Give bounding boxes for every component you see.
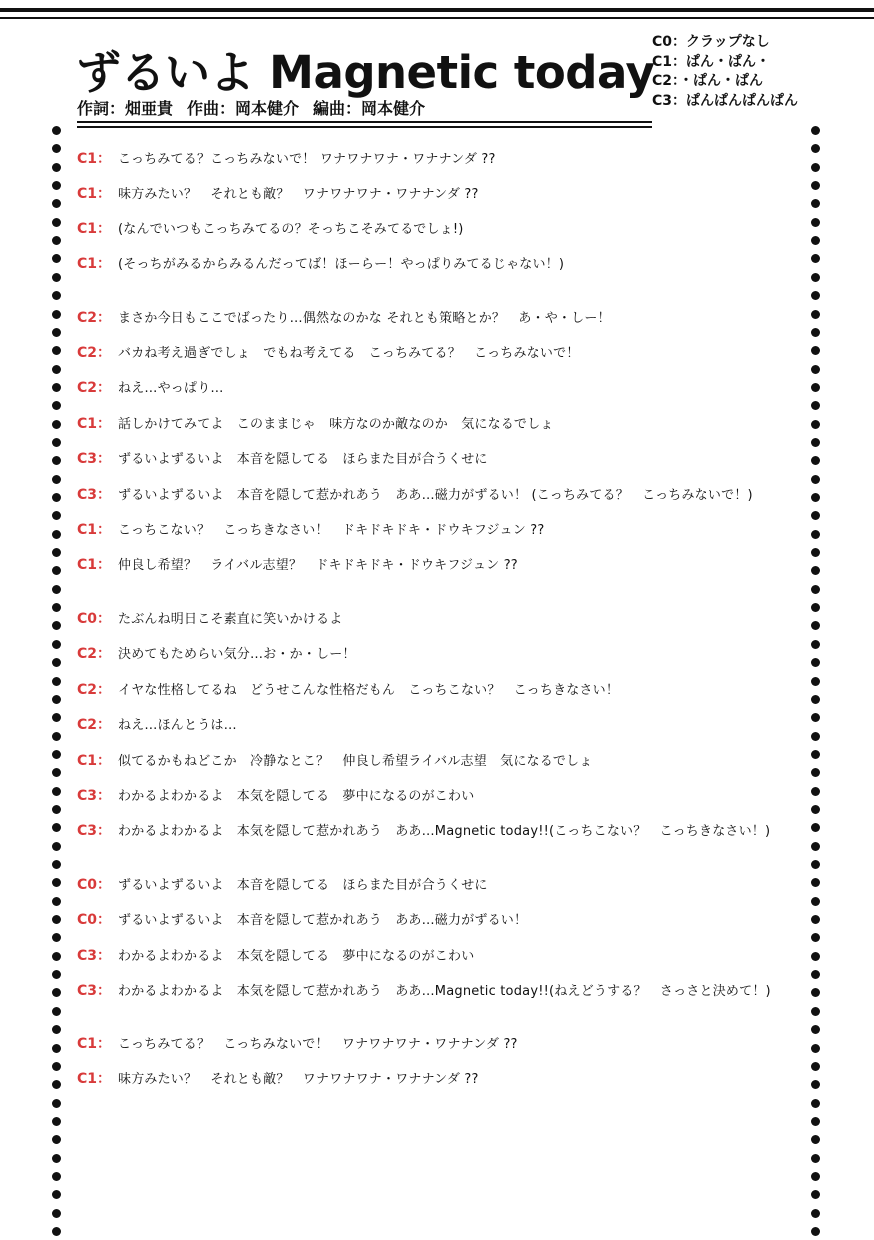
clap-tag: C3：: [77, 451, 112, 467]
clap-tag: C0：: [77, 611, 112, 627]
lyric-line: [77, 1068, 479, 1088]
border-dot: [52, 860, 61, 869]
border-dot: [811, 291, 820, 300]
border-dot: [52, 805, 61, 814]
header-rule-lower: [77, 126, 652, 128]
clap-tag: C3：: [77, 823, 112, 839]
border-dot: [52, 842, 61, 851]
lyric-line: [77, 413, 553, 433]
border-dot: [811, 420, 820, 429]
lyric-text: ねえ…やっぱり…: [118, 381, 224, 396]
border-dot: [811, 1154, 820, 1163]
border-dot: [811, 823, 820, 832]
lyric-text: わかるよわかるよ 本気を隠してる 夢中になるのがこわい: [118, 949, 475, 964]
border-dot: [52, 438, 61, 447]
border-dot: [52, 695, 61, 704]
border-dot: [811, 273, 820, 282]
clap-tag: C1：: [77, 1036, 112, 1052]
border-dot: [52, 511, 61, 520]
border-dot: [811, 1044, 820, 1053]
clap-tag: C1：: [77, 256, 112, 272]
lyric-text: ねえ…ほんとうは…: [118, 718, 237, 733]
lyric-text: 似てるかもねどこか 冷静なとこ？ 仲良し希望ライバル志望 気になるでしょ: [118, 754, 593, 769]
left-dotted-border: [52, 0, 61, 1240]
lyric-line: [77, 218, 464, 238]
lyric-line: [77, 909, 527, 929]
border-dot: [52, 420, 61, 429]
lyric-text: バカね考え過ぎでしょ でもね考えてる こっちみてる？ こっちみないで！: [118, 346, 580, 361]
border-dot: [811, 768, 820, 777]
lyric-line: [77, 448, 488, 468]
border-dot: [52, 677, 61, 686]
border-dot: [811, 1007, 820, 1016]
lyric-text: (なんでいつもこっちみてるの？そっちこそみてるでしょ!): [118, 222, 464, 237]
border-dot: [811, 511, 820, 520]
clap-tag: C3：: [77, 948, 112, 964]
clap-tag: C1：: [77, 522, 112, 538]
border-dot: [52, 585, 61, 594]
lyric-line: [77, 183, 479, 203]
lyricist-credit: 作詞：畑亜貴: [77, 99, 174, 118]
border-dot: [52, 365, 61, 374]
border-dot: [52, 970, 61, 979]
border-dot: [52, 603, 61, 612]
lyric-text: こっちみてる？こっちみないで！ ワナワナワナ・ワナナンダ ??: [118, 152, 496, 167]
border-dot: [811, 310, 820, 319]
border-dot: [811, 805, 820, 814]
lyric-line: [77, 945, 474, 965]
right-dotted-border: [811, 0, 820, 1240]
lyric-line: [77, 820, 770, 840]
clap-tag: C1：: [77, 221, 112, 237]
border-dot: [811, 860, 820, 869]
border-dot: [52, 383, 61, 392]
top-rule-thin: [0, 17, 874, 19]
border-dot: [811, 254, 820, 263]
border-dot: [52, 621, 61, 630]
border-dot: [811, 677, 820, 686]
border-dot: [811, 1172, 820, 1181]
clap-tag: C2：: [77, 345, 112, 361]
legend-item-c1: C1：ぱん・ぱん・: [652, 53, 771, 70]
lyric-line: [77, 679, 619, 699]
border-dot: [811, 456, 820, 465]
legend-item-c0: C0：クラップなし: [652, 34, 770, 50]
border-dot: [52, 328, 61, 337]
border-dot: [52, 1025, 61, 1034]
lyric-text: 味方みたい？ それとも敵？ ワナワナワナ・ワナナンダ ??: [118, 187, 479, 202]
border-dot: [52, 768, 61, 777]
border-dot: [52, 1190, 61, 1199]
border-dot: [811, 585, 820, 594]
border-dot: [52, 897, 61, 906]
border-dot: [52, 254, 61, 263]
border-dot: [811, 1190, 820, 1199]
border-dot: [811, 878, 820, 887]
border-dot: [52, 401, 61, 410]
composer-credit: 作曲：岡本健介: [187, 99, 300, 118]
clap-tag: C1：: [77, 557, 112, 573]
lyric-text: (そっちがみるからみるんだってば！ほーらー！やっぱりみてるじゃない！): [118, 257, 565, 272]
lyric-text: こっちみてる？ こっちみないで！ ワナワナワナ・ワナナンダ ??: [118, 1037, 518, 1052]
border-dot: [811, 1080, 820, 1089]
border-dot: [811, 530, 820, 539]
border-dot: [811, 952, 820, 961]
border-dot: [811, 750, 820, 759]
clap-tag: C0：: [77, 912, 112, 928]
lyric-line: [77, 307, 611, 327]
border-dot: [811, 787, 820, 796]
lyric-text: 決めてもためらい気分…お・か・しー！: [118, 647, 356, 662]
lyric-line: [77, 608, 342, 628]
lyric-line: [77, 377, 224, 397]
border-dot: [52, 346, 61, 355]
border-dot: [811, 236, 820, 245]
clap-tag: C2：: [77, 682, 112, 698]
legend-item-c2: C2：・ぱん・ぱん: [652, 73, 764, 89]
border-dot: [811, 897, 820, 906]
clap-tag: C2：: [77, 646, 112, 662]
border-dot: [811, 695, 820, 704]
border-dot: [52, 475, 61, 484]
border-dot: [52, 1062, 61, 1071]
border-dot: [811, 1117, 820, 1126]
lyric-line: [77, 519, 544, 539]
clap-tag: C0：: [77, 877, 112, 893]
border-dot: [811, 1135, 820, 1144]
border-dot: [811, 401, 820, 410]
border-dot: [811, 732, 820, 741]
border-dot: [52, 236, 61, 245]
border-dot: [52, 1227, 61, 1236]
border-dot: [52, 713, 61, 722]
lyric-line: [77, 643, 356, 663]
border-dot: [811, 365, 820, 374]
border-dot: [52, 548, 61, 557]
border-dot: [811, 475, 820, 484]
clap-tag: C1：: [77, 753, 112, 769]
header-rule-upper: [77, 121, 652, 123]
lyric-text: ずるいよずるいよ 本音を隠してる ほらまた目が合うくせに: [118, 878, 488, 893]
border-dot: [811, 713, 820, 722]
clap-tag: C2：: [77, 717, 112, 733]
border-dot: [811, 1062, 820, 1071]
legend-item-c3: C3：ぱんぱんぱんぱん: [652, 92, 799, 109]
lyric-text: 味方みたい？ それとも敵？ ワナワナワナ・ワナナンダ ??: [118, 1072, 479, 1087]
clap-tag: C1：: [77, 416, 112, 432]
lyric-line: [77, 342, 579, 362]
border-dot: [52, 218, 61, 227]
border-dot: [811, 548, 820, 557]
top-rule-thick: [0, 8, 874, 12]
border-dot: [811, 218, 820, 227]
border-dot: [52, 1209, 61, 1218]
lyric-text: こっちこない？ こっちきなさい！ ドキドキドキ・ドウキフジュン ??: [118, 523, 545, 538]
border-dot: [811, 181, 820, 190]
lyric-line: [77, 148, 496, 168]
arranger-credit: 編曲：岡本健介: [313, 99, 426, 118]
border-dot: [52, 310, 61, 319]
border-dot: [52, 566, 61, 575]
clap-tag: C3：: [77, 788, 112, 804]
border-dot: [52, 199, 61, 208]
border-dot: [811, 988, 820, 997]
border-dot: [811, 1025, 820, 1034]
border-dot: [811, 163, 820, 172]
border-dot: [52, 915, 61, 924]
lyric-text: わかるよわかるよ 本気を隠して惹かれあう ああ…Magnetic today!!(ねえどうする？ さっさと決めて！): [118, 984, 771, 999]
border-dot: [811, 328, 820, 337]
lyric-text: ずるいよずるいよ 本音を隠して惹かれあう ああ…磁力がずるい！: [118, 913, 528, 928]
border-dot: [52, 273, 61, 282]
border-dot: [52, 750, 61, 759]
clap-tag: C3：: [77, 487, 112, 503]
border-dot: [811, 640, 820, 649]
border-dot: [811, 144, 820, 153]
border-dot: [52, 126, 61, 135]
border-dot: [52, 823, 61, 832]
lyric-text: 仲良し希望？ ライバル志望？ ドキドキドキ・ドウキフジュン ??: [118, 558, 518, 573]
border-dot: [811, 126, 820, 135]
song-title: ずるいよ Magnetic today: [76, 46, 655, 99]
border-dot: [811, 438, 820, 447]
clap-tag: C2：: [77, 380, 112, 396]
border-dot: [52, 878, 61, 887]
border-dot: [811, 621, 820, 630]
clap-tag: C2：: [77, 310, 112, 326]
border-dot: [811, 346, 820, 355]
lyric-line: [77, 1033, 518, 1053]
border-dot: [811, 1227, 820, 1236]
border-dot: [811, 199, 820, 208]
border-dot: [52, 493, 61, 502]
lyric-line: [77, 253, 564, 273]
lyric-text: わかるよわかるよ 本気を隠して惹かれあう ああ…Magnetic today!!(こっちこない？ こっちきなさい！): [118, 824, 771, 839]
border-dot: [52, 952, 61, 961]
lyric-text: たぶんね明日こそ素直に笑いかけるよ: [118, 612, 343, 627]
border-dot: [52, 144, 61, 153]
lyric-line: [77, 980, 771, 1000]
border-dot: [52, 1135, 61, 1144]
lyric-text: ずるいよずるいよ 本音を隠してる ほらまた目が合うくせに: [118, 452, 488, 467]
border-dot: [52, 640, 61, 649]
lyric-line: [77, 484, 753, 504]
lyric-line: [77, 714, 237, 734]
clap-tag: C1：: [77, 1071, 112, 1087]
border-dot: [52, 1117, 61, 1126]
border-dot: [811, 566, 820, 575]
lyric-line: [77, 554, 518, 574]
border-dot: [811, 603, 820, 612]
border-dot: [52, 291, 61, 300]
credits-line: [77, 96, 425, 119]
border-dot: [52, 1080, 61, 1089]
border-dot: [811, 383, 820, 392]
lyric-text: 話しかけてみてよ このままじゃ 味方なのか敵なのか 気になるでしょ: [118, 417, 554, 432]
border-dot: [811, 915, 820, 924]
border-dot: [811, 933, 820, 942]
clap-legend: [652, 33, 798, 111]
border-dot: [52, 933, 61, 942]
border-dot: [52, 658, 61, 667]
border-dot: [52, 787, 61, 796]
border-dot: [52, 1099, 61, 1108]
border-dot: [52, 988, 61, 997]
lyric-text: まさか今日もここでばったり…偶然なのかな それとも策略とか？ あ・や・しー！: [118, 311, 611, 326]
clap-tag: C1：: [77, 186, 112, 202]
border-dot: [811, 493, 820, 502]
lyric-text: イヤな性格してるね どうせこんな性格だもん こっちこない？ こっちきなさい！: [118, 683, 620, 698]
border-dot: [52, 1007, 61, 1016]
clap-tag: C1：: [77, 151, 112, 167]
border-dot: [811, 1099, 820, 1108]
lyric-text: ずるいよずるいよ 本音を隠して惹かれあう ああ…磁力がずるい！ (こっちみてる？ こっちみないで！): [118, 488, 753, 503]
border-dot: [811, 1209, 820, 1218]
lyric-text: わかるよわかるよ 本気を隠してる 夢中になるのがこわい: [118, 789, 475, 804]
border-dot: [52, 181, 61, 190]
border-dot: [811, 842, 820, 851]
border-dot: [811, 658, 820, 667]
lyric-line: [77, 874, 488, 894]
border-dot: [52, 732, 61, 741]
border-dot: [52, 1172, 61, 1181]
lyric-line: [77, 785, 474, 805]
lyric-line: [77, 750, 592, 770]
border-dot: [52, 163, 61, 172]
border-dot: [52, 1044, 61, 1053]
border-dot: [52, 1154, 61, 1163]
clap-tag: C3：: [77, 983, 112, 999]
border-dot: [811, 970, 820, 979]
border-dot: [52, 456, 61, 465]
border-dot: [52, 530, 61, 539]
